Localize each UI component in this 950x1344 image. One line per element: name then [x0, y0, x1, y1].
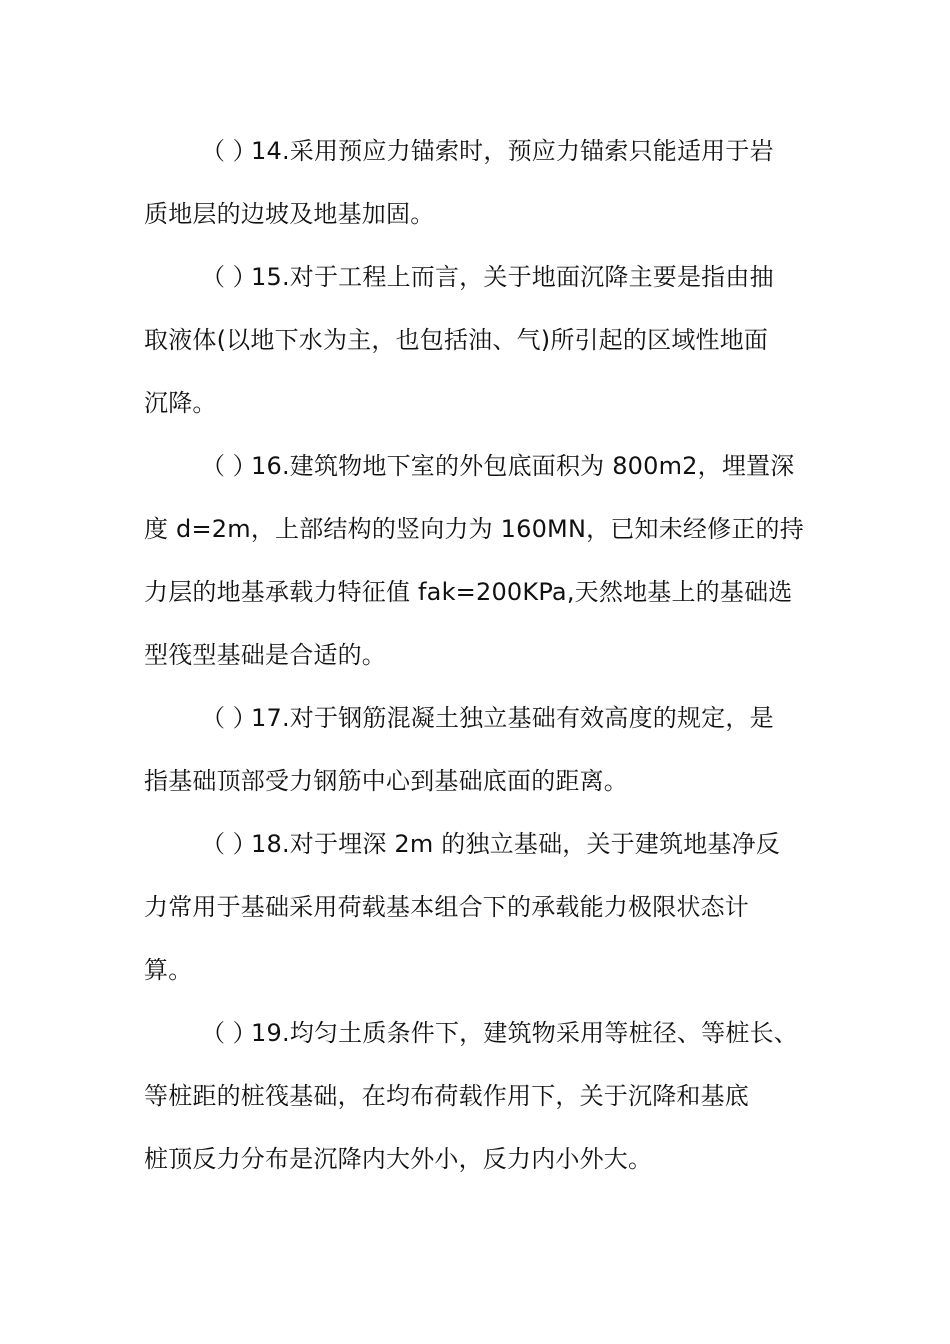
question-19-line-3 [144, 1128, 810, 1191]
question-15-line-2 [144, 309, 810, 372]
question-text: 19.均匀土质条件下，建筑物采用等桩径、等桩长、 [251, 1019, 798, 1047]
answer-blank: （ ） [201, 263, 257, 291]
question-16-line-4 [144, 624, 810, 687]
question-18-line-1 [144, 813, 810, 876]
question-text: 14.采用预应力锚索时，预应力锚索只能适用于岩 [251, 137, 774, 165]
question-15-line-1 [144, 246, 810, 309]
question-text: 17.对于钢筋混凝土独立基础有效高度的规定，是 [251, 704, 774, 732]
answer-blank: （ ） [201, 137, 257, 165]
question-text: 力常用于基础采用荷载基本组合下的承载能力极限状态计 [144, 893, 749, 921]
question-text: 18.对于埋深 2m 的独立基础，关于建筑地基净反 [251, 830, 781, 858]
question-16-line-1 [144, 435, 810, 498]
question-text: 等桩距的桩筏基础，在均布荷载作用下，关于沉降和基底 [144, 1082, 749, 1110]
question-text: 型筏型基础是合适的。 [144, 641, 386, 669]
question-text: 算。 [144, 956, 193, 984]
answer-blank: （ ） [201, 1019, 257, 1047]
question-text: 度 d=2m，上部结构的竖向力为 160MN，已知未经修正的持 [144, 515, 804, 543]
question-14-line-1 [144, 120, 810, 183]
question-text: 质地层的边坡及地基加固。 [144, 200, 435, 228]
question-text: 桩顶反力分布是沉降内大外小，反力内小外大。 [144, 1145, 653, 1173]
document-body [144, 120, 810, 1191]
question-17-line-1 [144, 687, 810, 750]
question-14-line-2 [144, 183, 810, 246]
question-text: 16.建筑物地下室的外包底面积为 800m2，埋置深 [251, 452, 795, 480]
question-18-line-3 [144, 939, 810, 1002]
question-19-line-1 [144, 1002, 810, 1065]
question-text: 力层的地基承载力特征值 fak=200KPa,天然地基上的基础选 [144, 578, 793, 606]
question-15-line-3 [144, 372, 810, 435]
question-text: 15.对于工程上而言，关于地面沉降主要是指由抽 [251, 263, 774, 291]
question-text: 沉降。 [144, 389, 217, 417]
question-16-line-2 [144, 498, 810, 561]
answer-blank: （ ） [201, 704, 257, 732]
question-18-line-2 [144, 876, 810, 939]
question-text: 指基础顶部受力钢筋中心到基础底面的距离。 [144, 767, 628, 795]
question-17-line-2 [144, 750, 810, 813]
question-16-line-3 [144, 561, 810, 624]
question-text: 取液体(以地下水为主，也包括油、气)所引起的区域性地面 [144, 326, 769, 354]
question-19-line-2 [144, 1065, 810, 1128]
answer-blank: （ ） [201, 830, 257, 858]
answer-blank: （ ） [201, 452, 257, 480]
